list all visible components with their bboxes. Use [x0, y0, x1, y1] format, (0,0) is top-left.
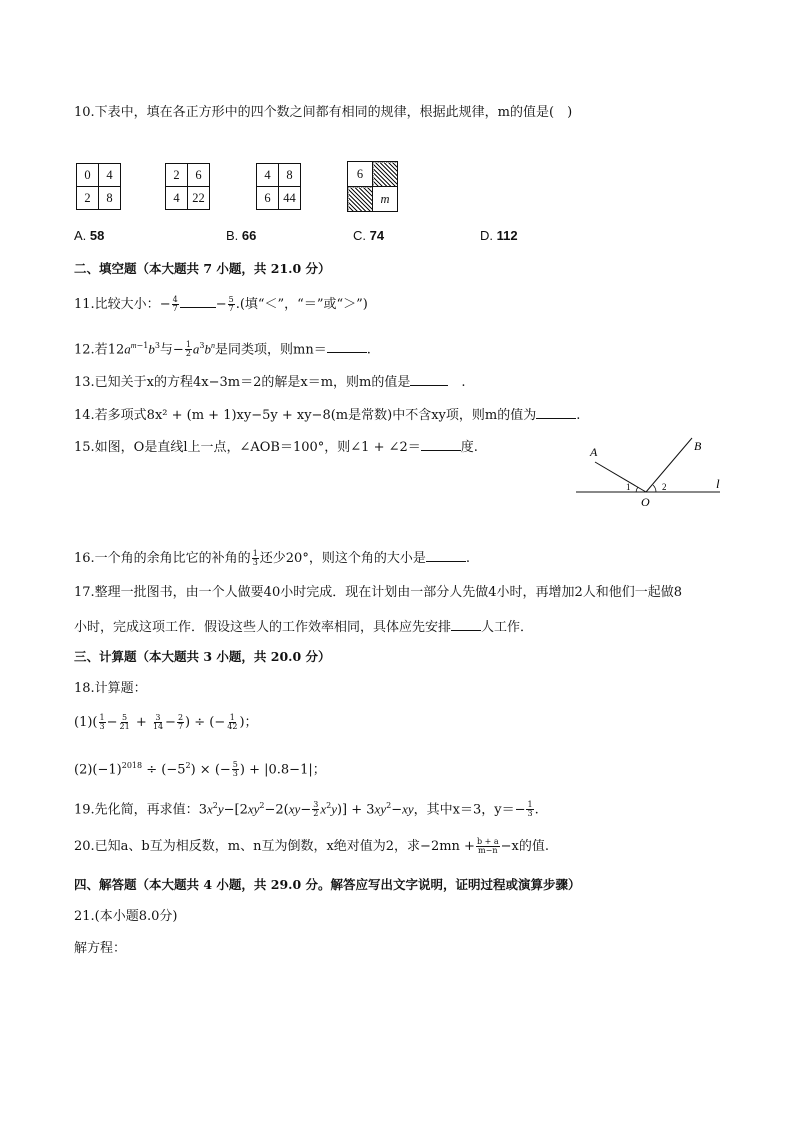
q10-grid-2: [165, 163, 210, 210]
q15: 15.如图，O是直线l上一点，∠AOB＝100°，则∠1 + ∠2＝ 度.: [74, 437, 478, 457]
label-a: A: [590, 445, 598, 459]
option-a[interactable]: A. 58: [74, 228, 105, 243]
q11: 11.比较大小：− $\frac{4}{7}$ − $\frac{5}{7}$ .(填“＜”，“＝”或“＞”): [74, 295, 368, 313]
q21-sub: 解方程：: [74, 941, 127, 956]
section-fill-blank-heading: 二、填空题（本大题共 7 小题，共 21.0 分）: [74, 261, 331, 276]
grid-cell: 4: [166, 187, 188, 210]
answer-blank[interactable]: [421, 437, 461, 451]
answer-blank[interactable]: [426, 548, 466, 562]
angle-1-arc: [636, 487, 638, 492]
answer-blank[interactable]: [327, 339, 367, 353]
grid-cell: 6: [188, 164, 210, 187]
label-l: l: [716, 476, 720, 491]
q18-part2: $(2)(-1)^{2018} \div (-5^2)$ × (− $\frac{5}{3}$ ) + |0.8−1|；: [74, 760, 326, 779]
q20: 20.已知a、b互为相反数，m、n互为倒数，x绝对值为2，求−2mn + $\frac{b + a}{m-n}$ −x的值.: [74, 837, 549, 855]
q10-grid-4: [347, 161, 398, 212]
q13: 13.已知关于x的方程4x−3m＝2的解是x＝m，则m的值是 .: [74, 372, 466, 392]
q17-line1: 17.整理一批图书，由一个人做要40小时完成．现在计划由一部分人先做4小时，再增加2人和他们一起做8: [74, 585, 683, 600]
ray-oa: [595, 462, 646, 492]
label-angle-2: 2: [662, 482, 667, 492]
q10-grid-3: [256, 163, 301, 210]
section-solve-heading: 四、解答题（本大题共 4 小题，共 29.0 分。解答应写出文字说明，证明过程或演算步骤）: [74, 877, 581, 892]
label-o: O: [641, 495, 650, 509]
option-c[interactable]: C. 74: [353, 228, 385, 243]
grid-cell: 4: [257, 164, 279, 187]
q18-part1: (1)( $\frac{1}{3}$ − $\frac{5}{21}$ + $\frac{3}{14}$ − $\frac{2}{7}$ ) ÷ (− $\frac{1}{42}$ )；: [74, 713, 258, 731]
grid-cell: 2: [77, 187, 99, 210]
grid-cell: 4: [99, 164, 121, 187]
grid-cell: 44: [279, 187, 301, 210]
answer-blank[interactable]: [451, 617, 481, 631]
grid-cell: 0: [77, 164, 99, 187]
label-angle-1: 1: [626, 482, 631, 492]
q21-title: 21.(本小题8.0分): [74, 909, 178, 924]
grid-cell: 8: [279, 164, 301, 187]
grid-cell: 2: [166, 164, 188, 187]
q10-grid-1: [76, 163, 121, 210]
q10-text: 10.下表中，填在各正方形中的四个数之间都有相同的规律，根据此规律，m的值是( ): [74, 105, 573, 120]
grid-cell: 6: [257, 187, 279, 210]
angle-2-arc: [653, 485, 656, 492]
q19: 19.先化简，再求值：$3x^2y-[2xy^2-2(xy-$ $\frac{3}{2}$ $x^2y)] + 3xy^2-xy$，其中x＝3，y＝− $\frac{1}{3}$ .: [74, 800, 539, 819]
q15-angle-figure: [570, 432, 730, 512]
q18-title: 18.计算题：: [74, 681, 147, 696]
grid-cell: m: [373, 187, 398, 212]
hatched-cell: [373, 162, 398, 187]
q14: 14.若多项式8x² + (m + 1)xy−5y + xy−8(m是常数)中不含xy项，则m的值为 .: [74, 405, 580, 425]
q12: 12.若$12a^{m-1}b^3$与− $\frac{1}{2}$ $a^3b^n$是同类项，则mn＝ .: [74, 340, 371, 359]
grid-cell: 6: [348, 162, 373, 187]
option-b[interactable]: B. 66: [226, 228, 257, 243]
answer-blank[interactable]: [536, 405, 576, 419]
section-calc-heading: 三、计算题（本大题共 3 小题，共 20.0 分）: [74, 649, 331, 664]
answer-blank[interactable]: [180, 294, 216, 308]
ray-ob: [646, 438, 692, 492]
q16: 16.一个角的余角比它的补角的 $\frac{1}{3}$ 还少20°，则这个角的大小是 .: [74, 549, 470, 567]
q17-line2: 小时，完成这项工作．假设这些人的工作效率相同，具体应先安排 人工作．: [74, 617, 533, 637]
option-d[interactable]: D. 112: [480, 228, 518, 243]
label-b: B: [694, 439, 702, 453]
grid-cell: 8: [99, 187, 121, 210]
answer-blank[interactable]: [410, 372, 448, 386]
grid-cell: 22: [188, 187, 210, 210]
hatched-cell: [348, 187, 373, 212]
